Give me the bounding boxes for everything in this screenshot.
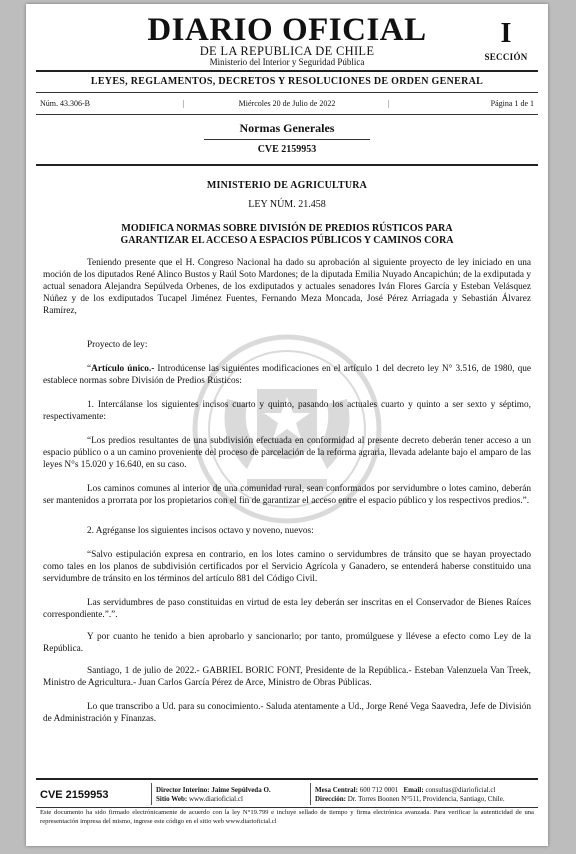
meta-separator: | (388, 99, 390, 108)
amendment-2-text-a: “Salvo estipulación expresa en contrario, en los lotes camino o servidumbres de tránsito que se hayan proyectado como tales en los planos de subdivisión certificados por el Servicio Agrícola y Ganadero, se entenderá haberse constituido una servidumbre de tránsito en los términos del artículo 881 del Código Civil. (43, 550, 531, 584)
footer-address: Dr. Torres Boonen N°511, Providencia, Santiago, Chile. (347, 795, 505, 803)
article-text: Introdúcense las siguientes modificaciones en el artículo 1 del decreto ley N° 3.516, de 1980, que establece normas sobre División de Predios Rústicos: (43, 364, 531, 386)
body-paragraph (43, 399, 531, 423)
law-title-line: GARANTIZAR EL ACCESO A ESPACIOS PÚBLICOS Y CAMINOS CORA (120, 235, 454, 246)
footer-email-link[interactable]: consultas@diarioficial.cl (425, 786, 496, 794)
header-divider-top (36, 70, 538, 72)
body-paragraph (43, 525, 531, 537)
footer-director-column (156, 786, 271, 804)
issue-date: Miércoles 20 de Julio de 2022 (238, 99, 336, 108)
amendment-1: 1. Intercálanse los siguientes incisos cuarto y quinto, pasando los actuales cuarto y quinto a ser sexto y séptimo, respectivamente: (43, 400, 531, 422)
issue-number: Núm. 43.306-B (40, 99, 90, 108)
header-divider-bottom (36, 114, 538, 115)
amendment-2: 2. Agréganse los siguientes incisos octavo y noveno, nuevos: (87, 526, 314, 536)
body-paragraph (43, 631, 531, 655)
section-label: SECCIÓN (484, 52, 528, 62)
footer-site-label: Sitio Web: (156, 795, 188, 803)
footer-divider (36, 778, 538, 780)
body-paragraph (43, 483, 531, 507)
footer-separator (151, 783, 152, 805)
footer-cve-code: CVE 2159953 (40, 789, 109, 801)
open-quote: “ (87, 364, 92, 374)
cve-code: CVE 2159953 (257, 144, 317, 155)
masthead-subtitle: DE LA REPUBLICA DE CHILE (199, 44, 375, 58)
single-article-paragraph (43, 363, 531, 387)
section-number: I (500, 18, 512, 49)
masthead-ministry: Ministerio del Interior y Seguridad Pública (209, 57, 365, 67)
category-title: Normas Generales (239, 121, 335, 135)
footer-separator (310, 783, 311, 805)
body-paragraph (43, 665, 531, 689)
banner-title: LEYES, REGLAMENTOS, DECRETOS Y RESOLUCIONES DE ORDEN GENERAL (90, 76, 484, 87)
amendment-1-text-a: “Los predios resultantes de una subdivisión efectuada en conformidad al presente decreto deberán tener acceso a un espacio público o a un camino proveniente del proceso de parcelación de la reforma agraria, llevada adelante bajo el amparo de las leyes N°s 15.020 y 16.640, en su caso. (43, 436, 531, 470)
category-divider (204, 139, 370, 140)
footer-phone: 600 712 0001 (359, 786, 399, 794)
footer-contact-column (315, 786, 537, 804)
transcription-paragraph: Lo que transcribo a Ud. para su conocimiento.- Saluda atentamente a Ud., Jorge René Vega Saavedra, Jefe de División de Administración y Finanzas. (43, 702, 531, 724)
footer-director: Director Interino: Jaime Sepúlveda O. (156, 786, 271, 794)
amendment-2-text-b: Las servidumbres de paso constituidas en virtud de esta ley deberán ser inscritas en el Conservador de Bienes Raíces correspondiente.”.”. (43, 598, 531, 620)
footer-phone-label: Mesa Central: (315, 786, 358, 794)
law-title-line: MODIFICA NORMAS SOBRE DIVISIÓN DE PREDIOS RÚSTICOS PARA (121, 223, 453, 234)
body-paragraph (43, 701, 531, 725)
content-divider (36, 164, 538, 166)
document-page (26, 4, 548, 846)
meta-separator: | (183, 99, 185, 108)
footer-address-label: Dirección: (315, 795, 346, 803)
body-paragraph (43, 549, 531, 585)
body-paragraph (43, 597, 531, 621)
masthead-title: DIARIO OFICIAL (147, 12, 427, 48)
issuing-ministry: MINISTERIO DE AGRICULTURA (206, 180, 368, 191)
article-heading: Artículo único.- (91, 364, 155, 374)
body-paragraph (43, 257, 531, 317)
body-paragraph (43, 339, 531, 351)
page-indicator: Página 1 de 1 (490, 99, 534, 108)
footer-signature-note: Este documento ha sido firmado electrónicamente de acuerdo con la ley N°19.799 e incluye sellado de tiempo y firma electrónica avanzada. Para verificar la autenticidad de una representación impresa del mismo, ingrese este código en el sitio web www.diarioficial.cl (40, 809, 534, 825)
footer-email-label: Email: (403, 786, 424, 794)
amendment-1-text-b: Los caminos comunes al interior de una comunidad rural, sean conformados por servidumbre o lotes camino, deberán ser mantenidos a prorrata por los propietarios con el fin de garantizar el acceso entre el espacio público y los respectivos predios.”. (43, 484, 531, 506)
footer-site-link[interactable]: www.diarioficial.cl (188, 795, 243, 803)
law-number: LEY NÚM. 21.458 (248, 199, 326, 210)
body-paragraph (43, 363, 531, 387)
signatures-paragraph: Santiago, 1 de julio de 2022.- GABRIEL BORIC FONT, Presidente de la República.- Esteban Valenzuela Van Treek, Ministro de Agricultura.- Juan Carlos García Pérez de Arce, Ministro de Obras Públicas. (43, 666, 531, 688)
body-paragraph (43, 435, 531, 471)
preamble-paragraph: Teniendo presente que el H. Congreso Nacional ha dado su aprobación al siguiente proyecto de ley iniciado en una moción de los diputados René Alinco Bustos y Raúl Soto Mardones; de la diputada Emilia Nuyado Ancapichún; de la exdiputada y actual senadora Alejandra Sepúlveda Orbenes, de los exdiputados y actuales senadores Iván Flores García y Esteban Velásquez Núñez y de los exdiputados Tucapel Jiménez Fuentes, Fernando Meza Moncada, José Pérez Arriagada y Sebastián Álvarez Ramírez, (43, 258, 531, 316)
header-divider-middle (36, 92, 538, 93)
law-title (26, 223, 548, 247)
promulgation-paragraph: Y por cuanto he tenido a bien aprobarlo y sancionarlo; por tanto, promúlguese y llévese a efecto como Ley de la República. (43, 632, 531, 654)
footer-note-divider (36, 807, 538, 808)
bill-intro: Proyecto de ley: (87, 340, 148, 350)
